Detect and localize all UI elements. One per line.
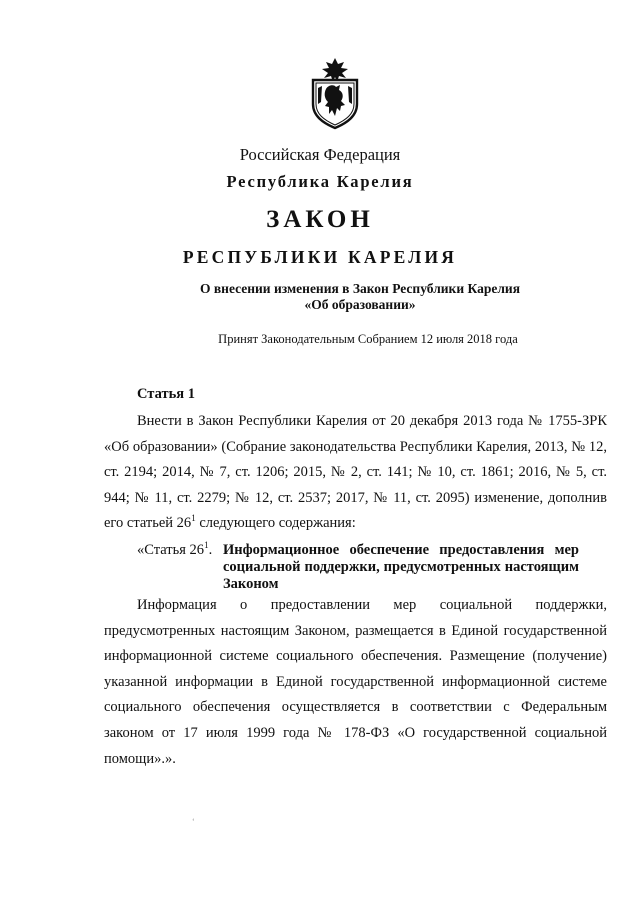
article-1-text [104, 409, 607, 537]
article-26-1-header [137, 542, 579, 593]
article-1-text-main: Внести в Закон Республики Карелия от 20 декабря 2013 года № 1755-ЗРК «Об образовании» (Собрание законодательства Республики Карелия, 2013, № 12, ст. 2194; 2014, № 7, ст. 1206; 2015, № 2, ст. 141; № 10, ст. 1861; 2016, № 5, ст. 944; № 11, ст. 2279; № 12, ст. 2537; 2017, № 11, ст. 2095) изменение, дополнив его статьей 26 [104, 413, 607, 532]
karelia-coat-of-arms-icon [304, 56, 366, 130]
law-title-line2: «Об образовании» [304, 297, 416, 312]
document-type: ЗАКОН [266, 206, 374, 233]
article-1-heading: Статья 1 [137, 386, 195, 402]
article-26-1-title: Информационное обеспечение предоставления мер социальной поддержки, предусмотренных настоящим Законом [223, 542, 579, 592]
article-1-text-end: следующего содержания: [195, 515, 356, 532]
law-title [160, 281, 560, 313]
country-name: Российская Федерация [239, 145, 401, 164]
coat-of-arms-emblem [304, 56, 366, 130]
article-26-1-label-text: «Статья 26 [137, 542, 205, 558]
article-26-1-label [137, 542, 223, 559]
adoption-note: Принят Законодательным Собранием 12 июля 2018 года [218, 332, 518, 346]
article-26-1-label-dot: . [208, 542, 213, 558]
scan-speck: ʻ [192, 817, 195, 826]
document-issuer: РЕСПУБЛИКИ КАРЕЛИЯ [182, 247, 458, 267]
law-title-line1: О внесении изменения в Закон Республики Карелия [200, 281, 520, 296]
article-26-1-label-sup: 1 [204, 540, 209, 550]
article-26-1-text: Информация о предоставлении мер социальной поддержки, предусмотренных настоящим Законом, размещается в Единой государственной информационной системе социального обеспечения. Размещение (получение) указанной информации в Единой государственной информационной системе социального обеспечения осуществляется в соответствии с Федеральным законом от 17 июля 1999 года № 178-ФЗ «О государственной социальной помощи».». [104, 597, 607, 767]
republic-name: Республика Карелия [226, 172, 414, 191]
article-1-superscript: 1 [191, 513, 196, 524]
